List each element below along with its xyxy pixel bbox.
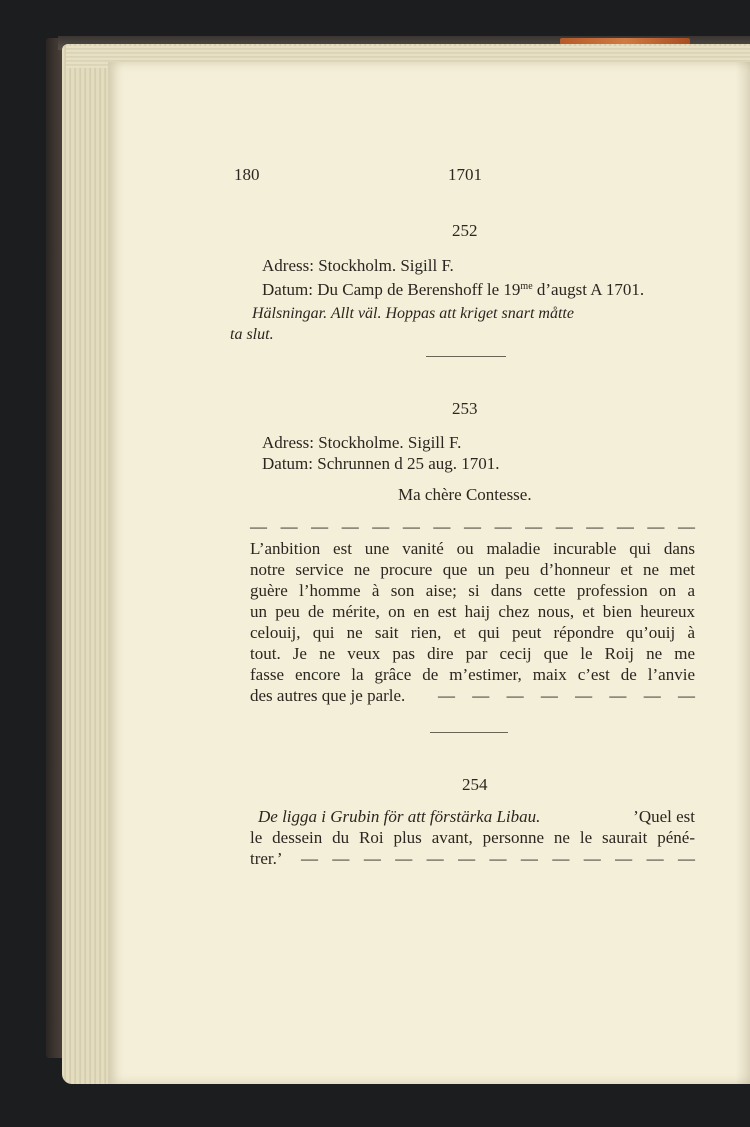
letter-number: 252 <box>452 221 478 240</box>
letter-body-line: des autres que je parle. <box>250 686 406 705</box>
section-divider <box>430 732 508 733</box>
letter-body-line: fasse encore la grâce de m’estimer, maix c’est de l’anvie <box>250 665 695 684</box>
letter-address: Adress: Stockholme. Sigill F. <box>262 433 462 452</box>
letter-summary: ta slut. <box>230 326 274 343</box>
dash-row: — — — — — — — — — — — — — — — <box>250 517 695 536</box>
page-number: 180 <box>234 165 260 184</box>
letter-body-line: celouij, qui ne sait rien, et qui peut répondre qu’ouij à <box>250 623 695 642</box>
dash-row: — — — — — — — — — — — — — <box>301 849 695 868</box>
letter-body-line: notre service ne procure que un peu d’honneur et ne met <box>250 560 695 579</box>
letter-body-line: De ligga i Grubin för att förstärka Libau. ’Quel est <box>258 807 695 826</box>
letter-summary: Hälsningar. Allt väl. Hoppas att kriget snart måtte <box>252 305 574 322</box>
letter-date: Datum: Du Camp de Berenshoff le $19^{me}$ d’augst A 1701. <box>262 280 645 299</box>
letter-date: Datum: Schrunnen d 25 aug. 1701. <box>262 454 500 473</box>
book-page <box>108 62 750 1084</box>
letter-address: Adress: Stockholm. Sigill F. <box>262 256 454 275</box>
section-divider <box>426 356 506 357</box>
running-head-year: 1701 <box>448 165 482 184</box>
letter-number: 253 <box>452 399 478 418</box>
letter-salutation: Ma chère Contesse. <box>398 485 532 504</box>
letter-body-line: guère l’homme à son aise; si dans cette profession on a <box>250 581 695 600</box>
dash-row: — — — — — — — — <box>438 686 695 705</box>
letter-body-line: trer.’ <box>250 849 283 868</box>
letter-number: 254 <box>462 775 488 794</box>
letter-body-line: L’anbition est une vanité ou maladie incurable qui dans <box>250 539 695 558</box>
letter-body-line: le dessein du Roi plus avant, personne ne le saurait péné- <box>250 828 695 847</box>
letter-body-line: tout. Je ne veux pas dire par cecij que le Roij ne me <box>250 644 695 663</box>
letter-body-line: un peu de mérite, on en est haij chez nous, et bien heureux <box>250 602 695 621</box>
